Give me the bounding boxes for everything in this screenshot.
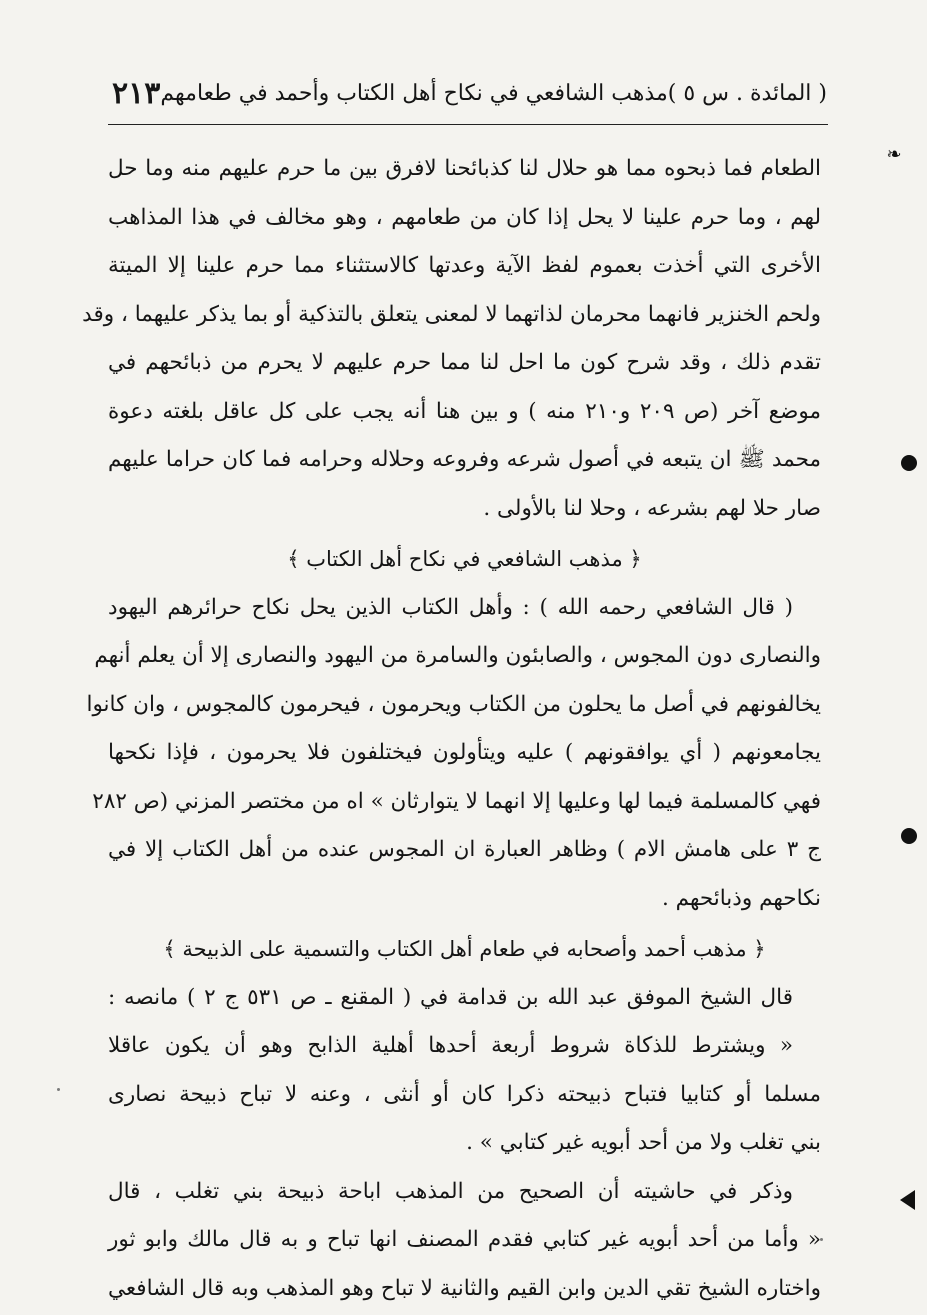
- text-line: الأخرى التي أخذت بعموم لفظ الآية وعدتها كالاستثناء مما حرم علينا إلا الميتة: [108, 253, 821, 278]
- text-line: ولحم الخنزير فانهما محرمان لذاتهما لا لمعنى يتعلق بالتذكية أو بما يذكر عليهما ، وقد: [82, 301, 821, 327]
- text-line: تقدم ذلك ، وقد شرح كون ما احل لنا مما حرم عليهم لا يحرم من ذبائحهم في: [108, 350, 821, 375]
- text-line: فهي كالمسلمة فيما لها وعليها إلا انهما لا يتوارثان » اه من مختصر المزني (ص ٢٨٢: [92, 788, 821, 814]
- text-line: ج ٣ على هامش الام ) وظاهر العبارة ان المجوس عنده من أهل الكتاب إلا في: [108, 837, 821, 862]
- page-header: [112, 72, 827, 116]
- text-line: مسلما أو كتابيا فتباح ذبيحته ذكرا كان أو أنثى ، وعنه لا تباح ذبيحة نصارى: [108, 1081, 821, 1107]
- text-line: صار حلا لهم بشرعه ، وحلا لنا بالأولى .: [483, 495, 821, 521]
- margin-dot-icon: [901, 455, 917, 471]
- margin-arrow-icon: [900, 1190, 915, 1210]
- text-line: والنصارى دون المجوس ، والصابئون والسامرة من اليهود والنصارى إلا أن يعلم أنهم: [94, 643, 821, 668]
- text-line: واختاره الشيخ تقي الدين وابن القيم والثانية لا تباح وهو المذهب وبه قال الشافعي: [108, 1275, 821, 1301]
- page-speck: [57, 1088, 60, 1091]
- text-line: يخالفونهم في أصل ما يحلون من الكتاب ويحرمون ، فيحرمون كالمجوس ، وان كانوا: [86, 691, 821, 717]
- text-line: يجامعونهم ( أي يوافقونهم ) عليه ويتأولون فيختلفون فلا يحرمون ، فإذا نكحها: [108, 740, 821, 765]
- text-line: ( قال الشافعي رحمه الله ) : وأهل الكتاب الذين يحل نكاح حرائرهم اليهود: [108, 594, 793, 620]
- text-line: « وأما من أحد أبويه غير كتابي فقدم المصنف انها تباح و به قال مالك وابو ثور: [108, 1227, 821, 1252]
- text-line: لهم ، وما حرم علينا لا يحل إذا كان من طعامهم ، وهو مخالف في هذا المذاهب: [108, 204, 821, 230]
- text-line: قال الشيخ الموفق عبد الله بن قدامة في ( المقنع ـ ص ٥٣١ ج ٢ ) مانصه :: [108, 984, 794, 1010]
- page-body: [82, 145, 821, 1313]
- text-line: محمد ﷺ ان يتبعه في أصول شرعه وفروعه وحلاله وحرامه فما كان حراما عليهم: [108, 447, 821, 472]
- header-divider: [108, 124, 828, 125]
- margin-dot-icon: [901, 828, 917, 844]
- section-heading: ﴿ مذهب الشافعي في نكاح أهل الكتاب ﴾: [287, 547, 642, 571]
- page-number: ٢١٣: [112, 76, 161, 111]
- text-line: « ويشترط للذكاة شروط أربعة أحدها أهلية الذابح وهو أن يكون عاقلا: [108, 1033, 793, 1058]
- text-line: بني تغلب ولا من أحد أبويه غير كتابي » .: [466, 1130, 821, 1155]
- margin-leaf-icon: ❧: [886, 144, 902, 165]
- text-line: موضع آخر (ص ٢٠٩ و٢١٠ منه ) و بين هنا أنه يجب على كل عاقل بلغته دعوة: [108, 398, 821, 424]
- text-line: الطعام فما ذبحوه مما هو حلال لنا كذبائحنا لافرق بين ما حرم عليهم منه وما حل: [108, 156, 821, 181]
- text-line: وذكر في حاشيته أن الصحيح من المذهب اباحة ذبيحة بني تغلب ، قال: [108, 1178, 793, 1204]
- header-title: ( المائدة . س ٥ )مذهب الشافعي في نكاح أهل الكتاب وأحمد في طعامهم: [160, 81, 827, 106]
- text-line: نكاحهم وذبائحهم .: [662, 885, 821, 911]
- section-heading: ﴿ مذهب أحمد وأصحابه في طعام أهل الكتاب والتسمية على الذبيحة ﴾: [163, 937, 766, 961]
